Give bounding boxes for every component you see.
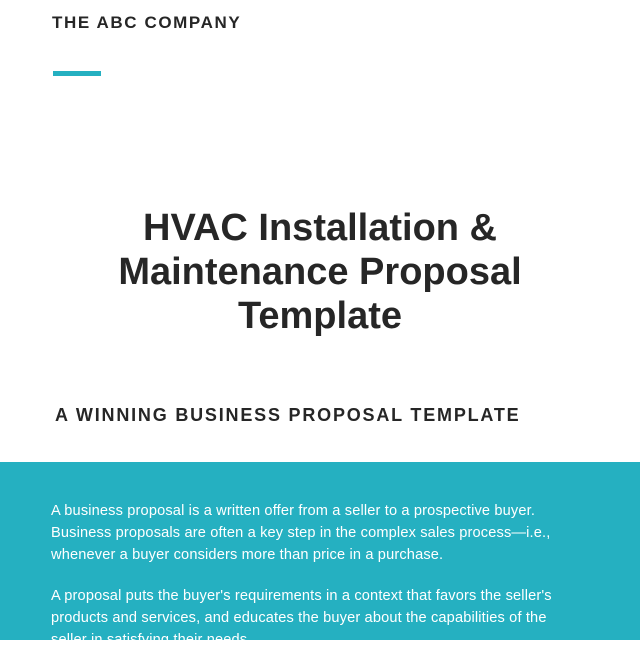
intro-paragraph-2	[51, 585, 611, 651]
paragraph-line: Business proposals are often a key step in the complex sales process—i.e.,	[51, 525, 551, 541]
document-subtitle: A WINNING BUSINESS PROPOSAL TEMPLATE	[55, 405, 521, 425]
paragraph-line: products and services, and educates the buyer about the capabilities of the	[51, 610, 547, 626]
paragraph-line: A business proposal is a written offer from a seller to a prospective buyer.	[51, 503, 536, 519]
paragraph-line: whenever a buyer considers more than price in a purchase.	[51, 547, 444, 563]
company-name: THE ABC COMPANY	[52, 13, 242, 32]
paragraph-line: A proposal puts the buyer's requirements in a context that favors the seller's	[51, 588, 552, 604]
title-line: Template	[237, 295, 402, 337]
paragraph-line: seller in satisfying their needs.	[51, 632, 252, 648]
accent-divider	[53, 71, 101, 76]
title-line: HVAC Installation &	[143, 207, 497, 249]
document-title	[0, 206, 640, 338]
intro-paragraph-1	[51, 500, 611, 566]
title-line: Maintenance Proposal	[118, 251, 522, 293]
